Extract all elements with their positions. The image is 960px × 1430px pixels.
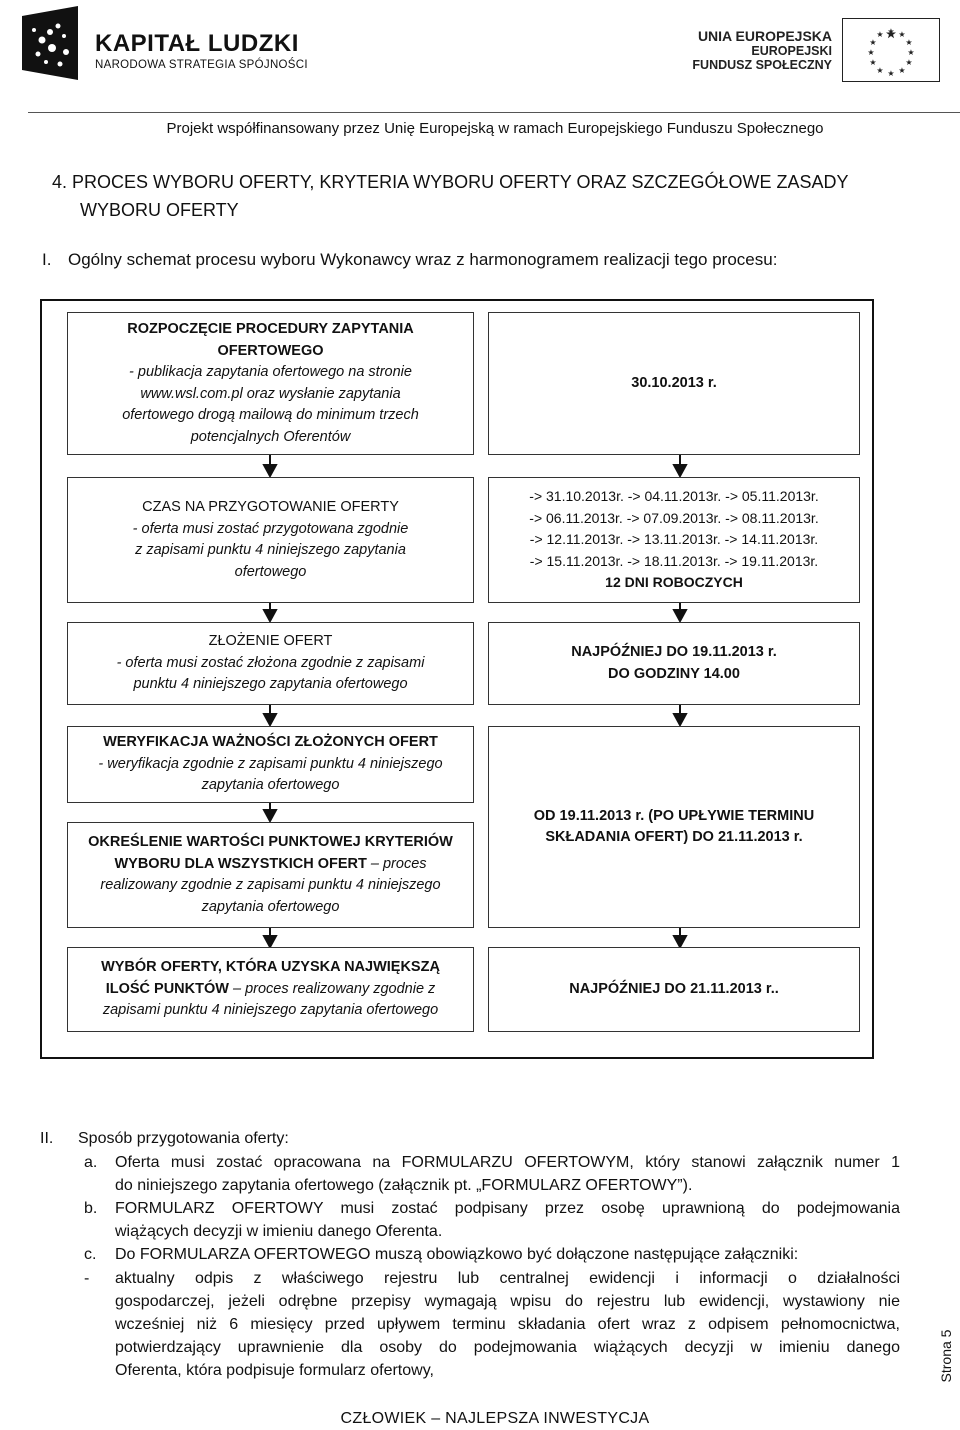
section-4-heading xyxy=(52,168,912,224)
step-1-line-2: www.wsl.com.pl oraz wysłanie zapytania xyxy=(140,385,401,402)
section-4-heading-line2: WYBORU OFERTY xyxy=(80,200,239,220)
step-submission-box xyxy=(67,622,474,705)
step-3-deadline-box xyxy=(488,622,860,705)
step-3-deadline-1: NAJPÓŹNIEJ DO 19.11.2013 r. xyxy=(571,644,777,660)
svg-text:★: ★ xyxy=(876,66,884,75)
step-5-title-2: WYBORU DLA WSZYSTKICH OFERT xyxy=(114,855,367,872)
step-start-procedure-box xyxy=(67,312,474,455)
step-4-title: WERYFIKACJA WAŻNOŚCI ZŁOŻONYCH OFERT xyxy=(103,734,438,751)
svg-text:★: ★ xyxy=(905,38,913,47)
ue-line-2: EUROPEJSKI xyxy=(751,44,832,59)
step-1-line-4: potencjalnych Oferentów xyxy=(190,428,351,445)
step-2-dates-line-2: -> 06.11.2013r. -> 07.09.2013r. -> 08.11.2013r. xyxy=(529,509,819,526)
kapital-ludzki-logo-icon xyxy=(20,6,80,80)
step-3-line-2: punktu 4 niniejszego zapytania ofertowego xyxy=(133,676,408,693)
svg-text:★: ★ xyxy=(907,48,915,57)
svg-text:★: ★ xyxy=(887,27,895,36)
item-b-marker: b. xyxy=(84,1200,98,1217)
page-number-box xyxy=(930,1320,960,1400)
header-divider xyxy=(28,112,960,113)
footer-motto: CZŁOWIEK – NAJLEPSZA INWESTYCJA xyxy=(340,1410,650,1427)
step-3-deadline-2: DO GODZINY 14.00 xyxy=(608,665,740,682)
item-b-line-1: FORMULARZ OFERTOWY musi zostać podpisany przez osobę uprawnioną do podejmowania xyxy=(115,1200,900,1217)
dash-item-line-3: wcześniej niż 6 miesięcy przed upływem terminu składania ofert wraz z odpisem pełnomocnictwa, xyxy=(115,1316,900,1333)
step-4-line-1: - weryfikacja zgodnie z zapisami punktu 4 niniejszego xyxy=(98,755,443,772)
step-2-dates-line-1: -> 31.10.2013r. -> 04.11.2013r. -> 05.11.2013r. xyxy=(529,488,819,505)
item-b-line-2: wiążących decyzji w imieniu danego Oferenta. xyxy=(115,1223,443,1240)
section-II-title: Sposób przygotowania oferty: xyxy=(78,1130,289,1147)
step-6-deadline: NAJPÓŹNIEJ DO 21.11.2013 r.. xyxy=(569,980,779,997)
step-2-working-days: 12 DNI ROBOCZYCH xyxy=(605,574,743,591)
step-5-title: OKREŚLENIE WARTOŚCI PUNKTOWEJ KRYTERIÓW xyxy=(88,834,453,850)
kapital-ludzki-subtitle: NARODOWA STRATEGIA SPÓJNOŚCI xyxy=(95,59,308,71)
item-c-marker: c. xyxy=(84,1246,97,1263)
step-5-title-2-rest: – proces xyxy=(366,855,427,872)
step-6-title-line-2 xyxy=(68,979,473,1001)
step-6-deadline-box xyxy=(488,947,860,1032)
step-4-line-2: zapytania ofertowego xyxy=(201,777,340,794)
step-selection-box xyxy=(67,947,474,1032)
step-1-title: ROZPOCZĘCIE PROCEDURY ZAPYTANIA xyxy=(127,321,414,337)
step-5-title-line-2 xyxy=(68,854,473,876)
step-1-line-1: - publikacja zapytania ofertowego na stronie xyxy=(129,364,412,380)
step-1-date: 30.10.2013 r. xyxy=(631,374,717,391)
step-2-dates-line-4: -> 15.11.2013r. -> 18.11.2013r. -> 19.11.2013r. xyxy=(529,552,819,569)
svg-text:★: ★ xyxy=(876,30,884,39)
verify-dates-line-1: OD 19.11.2013 r. (PO UPŁYWIE TERMINU xyxy=(533,807,815,824)
eu-flag-icon xyxy=(842,18,940,82)
svg-text:★: ★ xyxy=(898,30,906,39)
svg-text:★: ★ xyxy=(869,58,877,67)
svg-text:★: ★ xyxy=(905,58,913,67)
step-6-title-2: ILOŚĆ PUNKTÓW xyxy=(105,980,229,997)
step-2-title: CZAS NA PRZYGOTOWANIE OFERTY xyxy=(142,499,399,515)
svg-text:★: ★ xyxy=(867,48,875,57)
step-3-line-1: - oferta musi zostać złożona zgodnie z zapisami xyxy=(116,654,425,671)
step-5-line-2: zapytania ofertowego xyxy=(201,898,340,915)
page-number: Strona 5 xyxy=(938,1329,954,1383)
section-I-heading: Ogólny schemat procesu wyboru Wykonawcy wraz z harmonogramem realizacji tego procesu: xyxy=(68,250,778,269)
ue-line-1: UNIA EUROPEJSKA xyxy=(697,28,832,44)
step-scoring-box xyxy=(67,822,474,928)
verify-dates-line-2: SKŁADANIA OFERT) DO 21.11.2013 r. xyxy=(545,829,803,845)
step-2-line-3: ofertowego xyxy=(234,563,307,580)
kapital-ludzki-title: KAPITAŁ LUDZKI xyxy=(95,30,299,57)
section-4-heading-line1: 4. PROCES WYBORU OFERTY, KRYTERIA WYBORU OFERTY ORAZ SZCZEGÓŁOWE ZASADY xyxy=(52,172,849,192)
project-cofinancing-line: Projekt współfinansowany przez Unię Europejską w ramach Europejskiego Funduszu Społecznego xyxy=(166,120,824,137)
section-I-number: I. xyxy=(42,250,52,269)
step-3-title: ZŁOŻENIE OFERT xyxy=(208,633,333,650)
svg-text:★: ★ xyxy=(898,66,906,75)
step-4-5-dates-box xyxy=(488,726,860,928)
svg-text:★: ★ xyxy=(869,38,877,47)
step-6-line-1: zapisami punktu 4 niniejszego zapytania ofertowego xyxy=(102,1002,439,1019)
step-1-line-3: ofertowego drogą mailową do minimum trzech xyxy=(122,407,419,423)
item-a-line-2: do niniejszego zapytania ofertowego (załącznik pt. „FORMULARZ OFERTOWY”). xyxy=(115,1177,693,1194)
item-a-marker: a. xyxy=(84,1154,98,1171)
dash-item-line-1: aktualny odpis z właściwego rejestru lub centralnej ewidencji i informacji o działalności xyxy=(115,1270,900,1287)
dash-item-line-4: potwierdzający uprawnienie dla osoby do podejmowania wiążących decyzji w imieniu danego xyxy=(115,1339,900,1356)
step-2-dates-line-3: -> 12.11.2013r. -> 13.11.2013r. -> 14.11.2013r. xyxy=(529,531,819,548)
step-preparation-box xyxy=(67,477,474,603)
step-6-title: WYBÓR OFERTY, KTÓRA UZYSKA NAJWIĘKSZĄ xyxy=(101,959,440,976)
step-verification-box xyxy=(67,726,474,803)
ue-line-3: FUNDUSZ SPOŁECZNY xyxy=(692,58,832,73)
step-6-title-2-rest: – proces realizowany zgodnie z xyxy=(228,980,436,997)
dash-item-line-5: Oferenta, która podpisuje formularz ofertowy, xyxy=(115,1362,434,1379)
step-5-line-1: realizowany zgodnie z zapisami punktu 4 niniejszego xyxy=(100,877,441,893)
item-a-line-1: Oferta musi zostać opracowana na FORMULARZU OFERTOWYM, który stanowi załącznik numer 1 xyxy=(115,1154,900,1171)
step-1-title-2: OFERTOWEGO xyxy=(217,342,324,359)
step-2-dates-box xyxy=(488,477,860,603)
step-1-date-box xyxy=(488,312,860,455)
dash-item-marker: - xyxy=(84,1270,90,1287)
svg-text:★: ★ xyxy=(887,69,895,78)
item-c-line-1: Do FORMULARZA OFERTOWEGO muszą obowiązkowo być dołączone następujące załączniki: xyxy=(115,1246,799,1263)
eu-text-block xyxy=(692,28,832,73)
section-II-number: II. xyxy=(40,1130,54,1147)
dash-item-line-2: gospodarczej, jeżeli odrębne przepisy wymagają wpisu do rejestru lub ewidencji, wystawiony nie xyxy=(115,1293,900,1310)
step-2-line-1: - oferta musi zostać przygotowana zgodnie xyxy=(132,520,409,537)
step-2-line-2: z zapisami punktu 4 niniejszego zapytania xyxy=(135,542,406,558)
